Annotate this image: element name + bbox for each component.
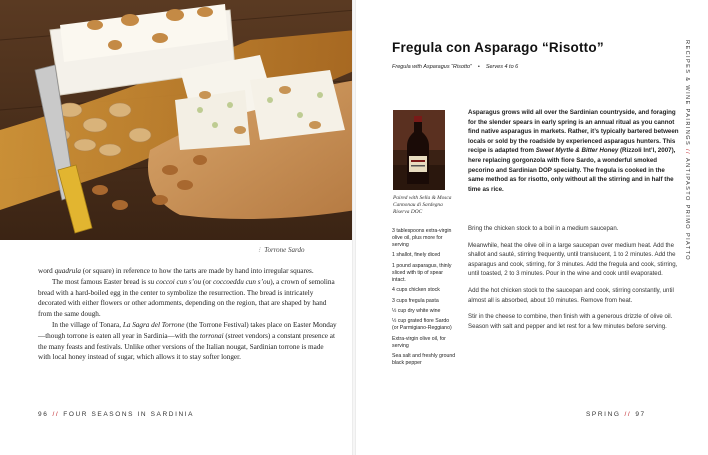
list-item: 3 tablespoons extra-virgin olive oil, plus more for serving [392, 228, 452, 248]
step: Meanwhile, heat the olive oil in a large saucepan over medium heat. Add the shallot and sauté, stirring frequently, until translucent, 1 to 2 minutes. Add the asparagus and cook, stirring, for 3 minutes. Add the fregula and cook, stirring, until toasted, 2 to 3 minutes. Pour in the wine and cook until evaporated. [468, 241, 678, 278]
right-folio: SPRING // 97 [586, 411, 646, 418]
paragraph: In the village of Tonara, La Sagra del Torrone (the Torrone Festival) takes place on Easter Monday—though torrone is eaten all year in Sardinia—with the torronai (street vendors) a constant presence at the many feasts and festivals. Unlike other versions of the Italian nougat, Sardinian torrone is made with local honey instead of sugar, which allows it to stay softer longer. [38, 320, 337, 362]
side-tab-section: RECIPES & WINE PAIRINGS [684, 40, 690, 147]
step: Stir in the cheese to combine, then finish with a generous drizzle of olive oil. Season with salt and pepper and let rest for a few minutes before serving. [468, 313, 673, 330]
running-head: SPRING [586, 411, 621, 418]
photo-caption: ⁝ Torrone Sardo [258, 246, 305, 254]
list-item: 1 pound asparagus, thinly sliced with tip of spear intact. [392, 262, 452, 283]
recipe-steps [468, 224, 680, 338]
ingredients-list [392, 228, 456, 371]
left-folio: 96 // FOUR SEASONS IN SARDINIA [38, 411, 195, 418]
serves: Serves 4 to 6 [485, 64, 519, 70]
wine-pairing-caption: Paired with Sella & Mosca Cannonau di Sardegna Riserva DOC [393, 195, 452, 215]
paragraph: word quadrula (or square) in reference to how the tarts are made by hand into irregular squares. [38, 267, 314, 275]
side-running-tab: RECIPES & WINE PAIRINGS // ANTIPASTO PRIMO PIATTO [684, 40, 690, 262]
recipe-subtitle: Fregula with Asparagus “Risotto” • Serves 4 to 6 [392, 64, 519, 70]
side-tab-course: ANTIPASTO PRIMO PIATTO [684, 157, 690, 262]
list-item: 3 cups fregula pasta [392, 297, 439, 304]
page-number: 97 [635, 411, 646, 418]
recipe-intro: Asparagus grows wild all over the Sardinian countryside, and foraging for the slender spears in early spring is an annual ritual as you cannot find native asparagus in markets. Rather, it’s typically bartered between locals or sold by the roadside by experienced asparagus hunters. This recipe is adapted from Sweet Myrtle & Bitter Honey (Rizzoli Int’l, 2007), here replacing gorgonzola with fiore Sardo, a wonderful smoked pecorino and Sardinian DOP specialty. The fregula is cooked in the same method as for risotto, only without all the stirring and in half the time as rice. [468, 109, 679, 193]
paragraph: The most famous Easter bread is su coccoi cun s’ou (or coccoeddu cun s’ou), a crown of semolina bread with a hard-boiled egg in the center to symbolize the resurrection. The bread is intricately decorated with either flowers or other adornments, depending on the region, that are shaped by hand from the same dough. [38, 277, 335, 319]
step: Bring the chicken stock to a boil in a medium saucepan. [468, 225, 619, 232]
caption-bullet-icon: ⁝ [258, 246, 262, 254]
list-item: ½ cup grated fiore Sardo (or Parmigiano-Reggiano) [392, 318, 452, 332]
list-item: ½ cup dry white wine [392, 307, 441, 314]
running-head: FOUR SEASONS IN SARDINIA [63, 411, 195, 418]
list-item: Extra-virgin olive oil, for serving [392, 335, 446, 349]
recipe-title: Fregula con Asparago “Risotto” [392, 40, 604, 55]
list-item: 1 shallot, finely diced [392, 252, 441, 259]
page-number: 96 [38, 411, 49, 418]
step: Add the hot chicken stock to the saucepan and cook, stirring constantly, until almost all is absorbed, about 10 minutes. Remove from heat. [468, 286, 674, 304]
list-item: Sea salt and freshly ground black pepper [392, 353, 456, 367]
book-title: Sweet Myrtle & Bitter Honey [535, 147, 619, 155]
list-item: 4 cups chicken stock [392, 287, 440, 294]
wine-bottle-photo [393, 110, 445, 190]
